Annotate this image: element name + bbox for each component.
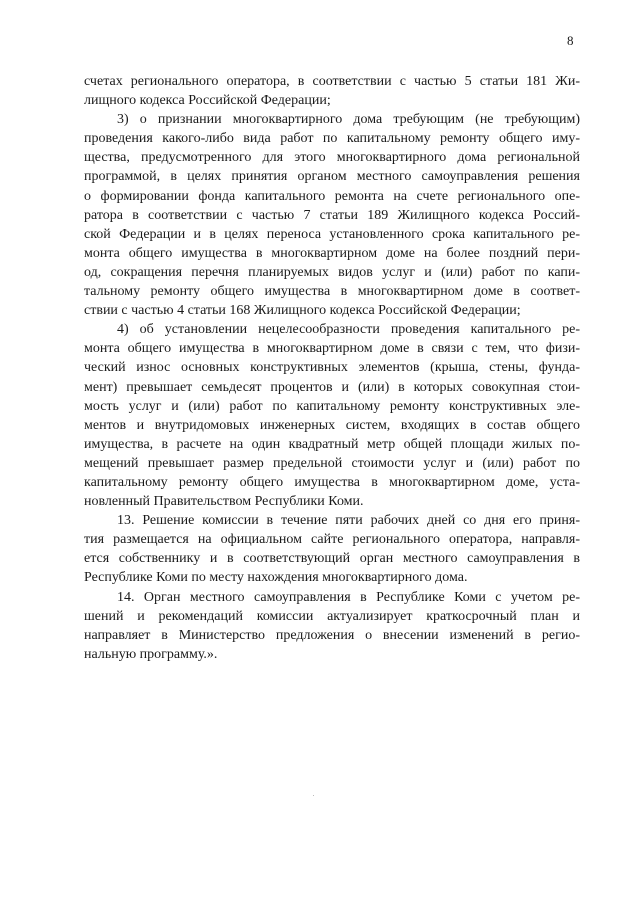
text-line: 3) о признании многоквартирного дома требующим (не требующим) — [117, 112, 580, 128]
text-line: программой, в целях принятия органом местного самоуправления решения — [84, 169, 580, 185]
text-line: мость услуг и (или) работ по капитальному ремонту конструктивных эле- — [84, 398, 580, 414]
text-line: счетах регионального оператора, в соответствии с частью 5 статьи 181 Жи- — [84, 74, 580, 89]
paragraph-item-3 — [84, 110, 580, 320]
text-line: лищного кодекса Российской Федерации; — [84, 93, 331, 109]
text-line: мещений превышает размер предельной стоимости услуг и (или) работ по — [84, 455, 580, 471]
text-line: тия размещается на официальном сайте регионального оператора, направля- — [84, 532, 580, 548]
text-line: монта общего имущества в многоквартирном доме на более поздний пери- — [84, 245, 580, 261]
paragraph-clause-14 — [84, 588, 580, 664]
text-line: капитальному ремонту общего имущества в многоквартирном доме, уста- — [84, 474, 580, 490]
text-line: мент) превышает семьдесят процентов и (или) в которых совокупная стои- — [84, 379, 580, 395]
paragraph-continuation — [84, 72, 580, 110]
text-line: монта общего имущества в многоквартирном доме в связи с тем, что физи- — [84, 341, 580, 357]
text-line: 13. Решение комиссии в течение пяти рабочих дней со дня его приня- — [117, 513, 580, 529]
page-number: 8 — [567, 33, 574, 48]
document-body — [84, 72, 580, 664]
text-line: ется собственнику и в соответствующий орган местного самоуправления в — [84, 551, 580, 567]
paragraph-clause-13 — [84, 511, 580, 587]
text-line: щества, предусмотренного для этого многоквартирного дома региональной — [84, 150, 580, 166]
text-line: 4) об установлении нецелесообразности проведения капитального ре- — [117, 322, 580, 338]
text-line: о формировании фонда капитального ремонта на счете регионального опе- — [84, 188, 580, 204]
text-line: ментов и внутридомовых инженерных систем, входящих в состав общего — [84, 417, 580, 433]
text-line: ратора в соответствии с частью 7 статьи 189 Жилищного кодекса Россий- — [84, 207, 580, 223]
scan-speck — [313, 795, 314, 796]
text-line: од, сокращения перечня планируемых видов услуг и (или) работ по капи- — [84, 264, 580, 280]
text-line: имущества, в расчете на один квадратный метр общей площади жилых по- — [84, 436, 580, 452]
text-line: Республике Коми по месту нахождения многоквартирного дома. — [84, 570, 468, 586]
text-line: проведения какого-либо вида работ по капитальному ремонту общего иму- — [84, 131, 580, 147]
text-line: ческий износ основных конструктивных элементов (крыша, стены, фунда- — [84, 360, 580, 376]
text-line: шений и рекомендаций комиссии актуализирует краткосрочный план и — [84, 608, 580, 624]
text-line: ской Федерации и в целях переноса установленного срока капитального ре- — [84, 226, 580, 242]
text-line: нальную программу.». — [84, 646, 218, 662]
text-line: направляет в Министерство предложения о внесении изменений в регио- — [84, 627, 580, 643]
text-line: 14. Орган местного самоуправления в Республике Коми с учетом ре- — [117, 589, 580, 605]
text-line: ствии с частью 4 статьи 168 Жилищного кодекса Российской Федерации; — [84, 303, 521, 319]
paragraph-item-4 — [84, 320, 580, 511]
text-line: тальному ремонту общего имущества в многоквартирном доме в соответ- — [84, 284, 580, 300]
text-line: новленный Правительством Республики Коми. — [84, 494, 364, 510]
